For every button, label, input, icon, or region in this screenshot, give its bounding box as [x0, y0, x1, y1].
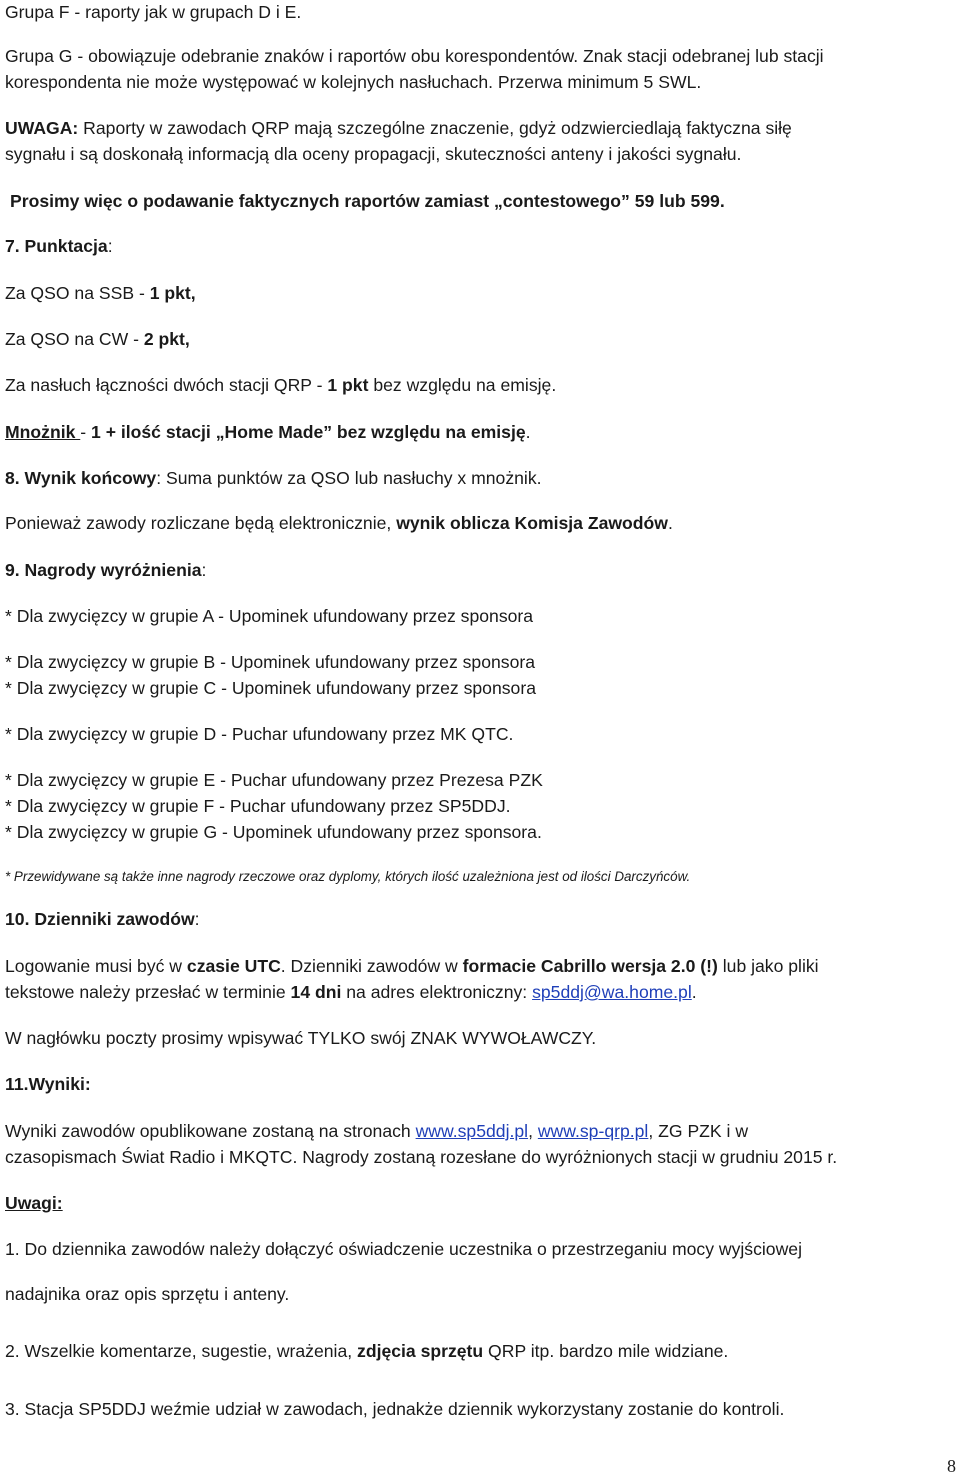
nagrody-note: * Przewidywane są także inne nagrody rzeczowe oraz dyplomy, których ilość uzależniona jest od ilości Darczyńców.: [5, 869, 691, 884]
dzienniki-heading: [5, 911, 200, 929]
mnoznik-label: Mnożnik: [5, 422, 81, 442]
nagroda-grupa-b: * Dla zwycięzcy w grupie B - Upominek ufundowany przez sponsora: [5, 652, 536, 672]
punktacja-heading-bold: 7. Punktacja: [5, 236, 108, 256]
ssb-text: Za QSO na SSB -: [5, 283, 150, 303]
punktacja-nasluch: [5, 377, 556, 395]
sp-qrp-link[interactable]: www.sp-qrp.pl: [537, 1121, 649, 1141]
mnoznik-end: .: [525, 422, 531, 442]
grupa-g-line-2: korespondenta nie może występować w kolejnych nasłuchach. Przerwa minimum 5 SWL.: [5, 72, 702, 92]
email-link[interactable]: sp5ddj@wa.home.pl: [532, 982, 692, 1002]
wyniki-text-c: , ZG PZK i w: [648, 1121, 749, 1141]
uwagi-3: 3. Stacja SP5DDJ weźmie udział w zawodach, jednakże dziennik wykorzystany zostanie do kontroli.: [5, 1399, 785, 1419]
ssb-points: 1 pkt,: [149, 283, 196, 303]
nasluch-points: 1 pkt: [327, 375, 369, 395]
nagrody-heading-bold: 9. Nagrody wyróżnienia: [5, 560, 202, 580]
uwagi-2-bold: zdjęcia sprzętu: [357, 1341, 484, 1361]
dzienniki-deadline: 14 dni: [290, 982, 342, 1002]
wyniki-line-2: czasopismach Świat Radio i MKQTC. Nagrody zostaną rozesłane do wyróżnionych stacji w grudniu 2015 r.: [5, 1147, 838, 1167]
punktacja-ssb: [5, 285, 196, 303]
dzienniki-text-2c: na adres elektroniczny:: [341, 982, 533, 1002]
page-number: 8: [947, 1456, 956, 1476]
wyniki-heading: [5, 1076, 91, 1094]
dzienniki-heading-bold: 10. Dzienniki zawodów: [5, 909, 195, 929]
ponieważ-text: Ponieważ zawody rozliczane będą elektronicznie,: [5, 513, 397, 533]
dzienniki-text-e: lub jako pliki: [717, 956, 819, 976]
cw-text: Za QSO na CW -: [5, 329, 144, 349]
ponieważ-line: [5, 515, 673, 533]
punktacja-heading-colon: :: [107, 236, 113, 256]
uwaga-label: UWAGA:: [5, 118, 79, 138]
prosimy-text: Prosimy więc o podawanie faktycznych raportów zamiast „contestowego” 59 lub 599.: [10, 191, 725, 211]
wyniki-line-1: [5, 1123, 748, 1141]
nagroda-grupa-e: * Dla zwycięzcy w grupie E - Puchar ufundowany przez Prezesa PZK: [5, 770, 543, 790]
uwagi-1-line-2: nadajnika oraz opis sprzętu i anteny.: [5, 1284, 290, 1304]
dzienniki-end: .: [691, 982, 697, 1002]
wynik-heading-text: : Suma punktów za QSO lub nasłuchy x mnożnik.: [156, 468, 542, 488]
nagrody-heading: [5, 562, 206, 580]
dzienniki-text-c: . Dzienniki zawodów w: [280, 956, 463, 976]
cw-points: 2 pkt,: [143, 329, 190, 349]
uwagi-heading-text: Uwagi:: [5, 1193, 63, 1213]
grupa-f-line: Grupa F - raporty jak w grupach D i E.: [5, 2, 302, 22]
uwagi-2: [5, 1343, 728, 1361]
uwagi-2-text-a: 2. Wszelkie komentarze, sugestie, wrażenia,: [5, 1341, 358, 1361]
uwaga-line-2: sygnału i są doskonałą informacją dla oceny propagacji, skuteczności anteny i jakości sygnału.: [5, 144, 742, 164]
uwaga-text: Raporty w zawodach QRP mają szczególne znaczenie, gdyż odzwierciedlają faktyczna siłę: [78, 118, 792, 138]
prosimy-line: [10, 193, 725, 211]
nagroda-grupa-g: * Dla zwycięzcy w grupie G - Upominek ufundowany przez sponsora.: [5, 822, 542, 842]
dzienniki-cabrillo: formacie Cabrillo wersja 2.0 (!): [462, 956, 718, 976]
nagroda-grupa-d: * Dla zwycięzcy w grupie D - Puchar ufundowany przez MK QTC.: [5, 724, 514, 744]
wyniki-heading-bold: 11.Wyniki:: [5, 1074, 91, 1094]
uwagi-1-line-1: 1. Do dziennika zawodów należy dołączyć oświadczenie uczestnika o przestrzeganiu mocy wyjściowej: [5, 1239, 802, 1259]
sp5ddj-link[interactable]: www.sp5ddj.pl: [415, 1121, 529, 1141]
punktacja-cw: [5, 331, 190, 349]
mnoznik-text: 1 + ilość stacji „Home Made” bez względu na emisję: [91, 422, 526, 442]
uwagi-2-text-c: QRP itp. bardzo mile widziane.: [483, 1341, 729, 1361]
grupa-g-line-1: Grupa G - obowiązuje odebranie znaków i raportów obu korespondentów. Znak stacji odebranej lub stacji: [5, 46, 824, 66]
nagroda-grupa-f: * Dla zwycięzcy w grupie F - Puchar ufundowany przez SP5DDJ.: [5, 796, 511, 816]
nagrody-heading-colon: :: [201, 560, 207, 580]
punktacja-heading: [5, 238, 113, 256]
wyniki-text-a: Wyniki zawodów opublikowane zostaną na stronach: [5, 1121, 416, 1141]
wyniki-comma: ,: [528, 1121, 538, 1141]
ponieważ-bold: wynik oblicza Komisja Zawodów: [396, 513, 668, 533]
nasluch-text-end: bez względu na emisję.: [368, 375, 557, 395]
ponieważ-end: .: [667, 513, 673, 533]
uwaga-line-1: [5, 120, 792, 138]
dzienniki-line-1: [5, 958, 819, 976]
mnoznik-dash: -: [80, 422, 92, 442]
dzienniki-text-a: Logowanie musi być w: [5, 956, 187, 976]
wynik-heading: [5, 470, 542, 488]
nagroda-grupa-c: * Dla zwycięzcy w grupie C - Upominek ufundowany przez sponsora: [5, 678, 536, 698]
uwagi-heading: [5, 1195, 63, 1213]
wynik-heading-bold: 8. Wynik końcowy: [5, 468, 157, 488]
mnoznik-line: [5, 424, 531, 442]
dzienniki-heading-colon: :: [194, 909, 200, 929]
dzienniki-utc: czasie UTC: [186, 956, 281, 976]
nasluch-text: Za nasłuch łączności dwóch stacji QRP -: [5, 375, 328, 395]
naglowek-line: W nagłówku poczty prosimy wpisywać TYLKO swój ZNAK WYWOŁAWCZY.: [5, 1028, 597, 1048]
dzienniki-text-2a: tekstowe należy przesłać w terminie: [5, 982, 291, 1002]
dzienniki-line-2: [5, 984, 697, 1002]
nagroda-grupa-a: * Dla zwycięzcy w grupie A - Upominek ufundowany przez sponsora: [5, 606, 534, 626]
